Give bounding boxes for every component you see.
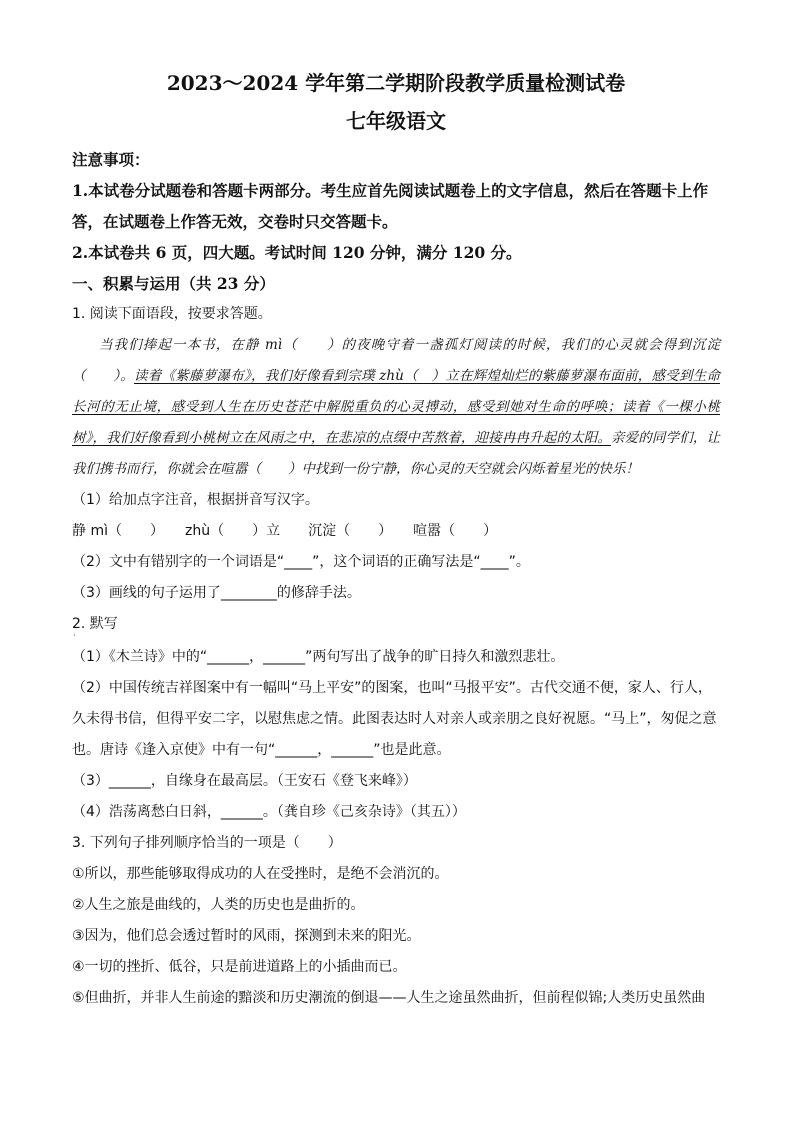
section-heading: 一、积累与运用（共 23 分）	[72, 274, 275, 293]
passage-underlined-sentence: 读着《紫藤萝瀑布》，我们好像看到宗璞 zhù（ ）立在辉煌灿烂的紫藤萝瀑布面前，感受到生命长河的无止境，感受到人生在历史苍茫中解脱重负的心灵搏动，感受到她对生命的呼唤；读着《一棵小桃树》，我们好像看到小桃树立在风雨之中，在悲凉的点缀中苦熬着，迎接冉冉升起的太阳。	[72, 368, 720, 446]
question-2-stem: 2. 默写	[72, 616, 118, 632]
question-2-sub-1: （1）《木兰诗》中的“______，______”两句写出了战争的旷日持久和激烈悲壮。	[72, 649, 565, 665]
question-1-pinyin-row: 静 mì（ ） zhù（ ）立 沉淀（ ） 喧嚣（ ）	[72, 523, 498, 539]
question-2	[72, 609, 720, 828]
page-title: 2023～2024 学年第二学期阶段教学质量检测试卷	[166, 71, 626, 95]
question-1	[72, 299, 720, 609]
notice-item-1: 1.本试卷分试题卷和答题卡两部分。考生应首先阅读试题卷上的文字信息，然后在答题卡上作答，在试题卷上作答无效，交卷时只交答题卡。	[72, 181, 709, 231]
page-subtitle: 七年级语文	[346, 109, 446, 133]
question-3-option-5: ⑤但曲折，并非人生前途的黯淡和历史潮流的倒退——人生之途虽然曲折，但前程似锦;人类历史虽然曲	[72, 990, 706, 1006]
notice-heading: 注意事项：	[72, 150, 150, 169]
question-1-sub-1: （1）给加点字注音，根据拼音写汉字。	[72, 492, 319, 508]
question-2-sub-2: （2）中国传统吉祥图案中有一幅叫“马上平安”的图案，也叫“马报平安”。古代交通不便，家人、行人，久未得书信，但得平安二字，以慰焦虑之情。此图表达时人对亲人或亲朋之良好祝愿。“马上”，匆促之意也。唐诗《逢入京使》中有一句“______，______”也是此意。	[72, 680, 717, 758]
question-1-sub-2: （2）文中有错别字的一个词语是“____”，这个词语的正确写法是“____”。	[72, 554, 530, 570]
passage-part-2: 亲爱的同学们，让我们携书而行，你就会在喧嚣（ ）中找到一份宁静，你心灵的天空就会闪烁着星光的快乐！	[72, 430, 721, 477]
question-1-stem: 1. 阅读下面语段，按要求答题。	[72, 306, 272, 322]
question-3-option-1: ①所以，那些能够取得成功的人在受挫时，是绝不会消沉的。	[72, 866, 449, 882]
question-3-option-4: ④一切的挫折、低谷，只是前进道路上的小插曲而已。	[72, 959, 407, 975]
question-1-passage	[72, 330, 720, 485]
question-3-option-2: ②人生之旅是曲线的，人类的历史也是曲折的。	[72, 897, 365, 913]
notice-item-2: 2.本试卷共 6 页，四大题。考试时间 120 分钟，满分 120 分。	[72, 243, 522, 262]
passage-part-1: 当我们捧起一本书，在静 mì（ ）的夜晚守着一盏孤灯阅读的时候，我们的心灵就会得到沉淀（ ）。	[72, 337, 720, 384]
question-3-option-3: ③因为，他们总会透过暂时的风雨，探测到未来的阳光。	[72, 928, 421, 944]
question-3-stem: 3. 下列句子排列顺序恰当的一项是（ ）	[72, 835, 342, 851]
question-2-sub-4: （4）浩荡离愁白日斜，______。（龚自珍《己亥杂诗》（其五））	[72, 804, 466, 820]
question-1-sub-3: （3）画线的句子运用了________的修辞手法。	[72, 585, 361, 601]
question-2-sub-3: （3）______，自缘身在最高层。（王安石《登飞来峰》）	[72, 773, 417, 789]
notice-block	[72, 144, 720, 268]
question-3	[72, 828, 720, 1014]
emphasis-dot: ·	[73, 631, 76, 640]
